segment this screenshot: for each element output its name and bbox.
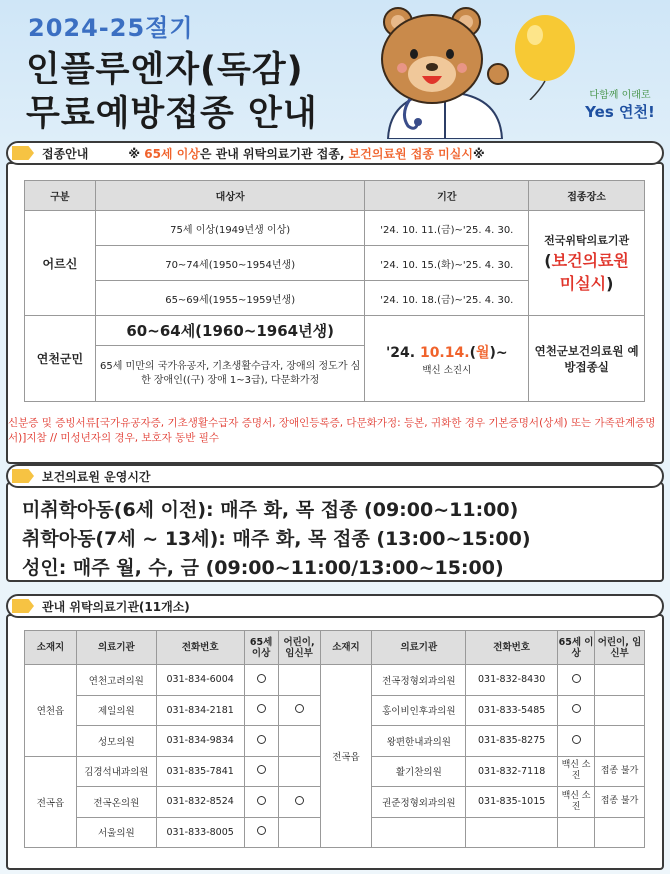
child-mark (595, 726, 645, 757)
senior-mark (244, 817, 278, 848)
senior-mark (244, 695, 278, 726)
target-cell: 65~69세(1955~1959년생) (95, 281, 365, 316)
circle-icon (257, 796, 266, 805)
circle-icon (572, 674, 581, 683)
page-title-line1: 인플루엔자(독감) (26, 50, 304, 90)
clinic-name: 연천고려의원 (76, 665, 156, 696)
child-mark (278, 787, 320, 818)
clinic-name: 성모의원 (76, 726, 156, 757)
clinic-phone: 031-835-1015 (466, 787, 558, 818)
child-mark (278, 726, 320, 757)
clinic-name: 전곡온의원 (76, 787, 156, 818)
col-header-region: 소재지 (25, 631, 77, 665)
senior-mark (558, 726, 595, 757)
circle-icon (295, 704, 304, 713)
operating-hours (22, 496, 531, 583)
clinic-phone: 031-834-6004 (156, 665, 244, 696)
clinic-name: 권준정형외과의원 (372, 787, 466, 818)
season-label: 2024-25절기 (28, 14, 194, 42)
section-title: 접종안내 (42, 146, 89, 161)
circle-icon (572, 735, 581, 744)
clinic-phone: 031-834-2181 (156, 695, 244, 726)
col-header-child: 어린이, 임신부 (595, 631, 645, 665)
tag-icon (12, 146, 34, 160)
clinics-table (24, 630, 645, 848)
circle-icon (257, 826, 266, 835)
slogan-big: Yes 연천! (585, 103, 655, 121)
target-detail: 65세 미만의 국가유공자, 기초생활수급자, 장애의 정도가 심한 장애인((구) 장애 1~3급), 다문화가정 (95, 346, 365, 402)
place-elder: 전국위탁의료기관 (보건의료원 미실시) (529, 211, 645, 316)
hours-line: 성인: 매주 월, 수, 금 (09:00~11:00/13:00~15:00) (22, 557, 504, 579)
section-header-vaccination (6, 141, 664, 165)
col-header-senior: 65세 이상 (558, 631, 595, 665)
clinic-name: 제일의원 (76, 695, 156, 726)
clinic-name: 서울의원 (76, 817, 156, 848)
period-cell: '24. 10. 11.(금)~'25. 4. 30. (365, 211, 529, 246)
tag-icon (12, 469, 34, 483)
col-header-place: 접종장소 (529, 181, 645, 211)
hours-line: 취학아동(7세 ~ 13세): 매주 화, 목 접종 (13:00~15:00) (22, 528, 531, 550)
section-header-hours (6, 464, 664, 488)
col-header-category: 구분 (25, 181, 96, 211)
child-mark (595, 665, 645, 696)
clinic-phone: 031-832-8524 (156, 787, 244, 818)
senior-status: 백신 소진 (558, 756, 595, 787)
table-row (25, 211, 645, 246)
child-status: 접종 불가 (595, 756, 645, 787)
empty-cell (372, 817, 466, 848)
clinic-name: 홍이비인후과의원 (372, 695, 466, 726)
col-header-child: 어린이, 임신부 (278, 631, 320, 665)
circle-icon (572, 704, 581, 713)
clinic-phone: 031-835-7841 (156, 756, 244, 787)
clinic-phone: 031-835-8275 (466, 726, 558, 757)
place-residents: 연천군보건의료원 예방접종실 (529, 316, 645, 402)
page-title-line2: 무료예방접종 안내 (26, 94, 318, 134)
child-mark (278, 695, 320, 726)
col-header-period: 기간 (365, 181, 529, 211)
circle-icon (257, 704, 266, 713)
circle-icon (257, 765, 266, 774)
col-header-phone: 전화번호 (466, 631, 558, 665)
tag-icon (12, 599, 34, 613)
clinic-phone: 031-834-9834 (156, 726, 244, 757)
table-header-row (25, 631, 645, 665)
senior-mark (558, 695, 595, 726)
period-cell: '24. 10. 15.(화)~'25. 4. 30. (365, 246, 529, 281)
clinic-phone: 031-832-7118 (466, 756, 558, 787)
circle-icon (295, 796, 304, 805)
table-row (25, 316, 645, 346)
slogan-small: 다함께 이래로 (589, 90, 651, 101)
section-title: 관내 위탁의료기관(11개소) (42, 599, 190, 614)
header (0, 0, 670, 140)
col-header-target: 대상자 (95, 181, 365, 211)
senior-status: 백신 소진 (558, 787, 595, 818)
circle-icon (257, 674, 266, 683)
region-cell: 연천읍 (25, 665, 77, 757)
col-header-clinic: 의료기관 (372, 631, 466, 665)
table-header-row (25, 181, 645, 211)
region-cell: 전곡읍 (320, 665, 372, 848)
child-mark (278, 817, 320, 848)
circle-icon (257, 735, 266, 744)
col-header-phone: 전화번호 (156, 631, 244, 665)
bear-doctor-mascot-icon (370, 4, 520, 139)
target-cell: 70~74세(1950~1954년생) (95, 246, 365, 281)
eligibility-table (24, 180, 645, 402)
empty-cell (558, 817, 595, 848)
clinic-name: 왕편한내과의원 (372, 726, 466, 757)
child-status: 접종 불가 (595, 787, 645, 818)
child-mark (278, 665, 320, 696)
senior-mark (244, 665, 278, 696)
period-cell: '24. 10. 18.(금)~'25. 4. 30. (365, 281, 529, 316)
period-residents: '24. 10.14.(월)~ 백신 소진시 (365, 316, 529, 402)
clinic-name: 활기찬의원 (372, 756, 466, 787)
col-header-region: 소재지 (320, 631, 372, 665)
senior-mark (244, 756, 278, 787)
section-header-clinics (6, 594, 664, 618)
hours-line: 미취학아동(6세 이전): 매주 화, 목 접종 (09:00~11:00) (22, 499, 519, 521)
empty-cell (595, 817, 645, 848)
clinic-phone: 031-833-5485 (466, 695, 558, 726)
region-cell: 전곡읍 (25, 756, 77, 848)
target-cell: 75세 이상(1949년생 이상) (95, 211, 365, 246)
senior-mark (244, 787, 278, 818)
document-notice: 신분증 및 증빙서류[국가유공자증, 기초생활수급자 증명서, 장애인등록증, 다문화가정: 등본, 귀화한 경우 기본증명서(상세) 또는 가족관계증명서)]지참 // 미성년자의 경우, 보호자 동반 필수 (8, 417, 656, 444)
group-residents: 연천군민 (25, 316, 96, 402)
target-big: 60~64세(1960~1964년생) (95, 316, 365, 346)
clinic-name: 전곡정형외과의원 (372, 665, 466, 696)
col-header-senior: 65세 이상 (244, 631, 278, 665)
clinic-name: 김경석내과의원 (76, 756, 156, 787)
group-elder: 어르신 (25, 211, 96, 316)
slogan-logo (580, 86, 660, 122)
senior-mark (244, 726, 278, 757)
child-mark (278, 756, 320, 787)
empty-cell (466, 817, 558, 848)
child-mark (595, 695, 645, 726)
section-title: 보건의료원 운영시간 (42, 469, 151, 484)
senior-mark (558, 665, 595, 696)
clinic-phone: 031-832-8430 (466, 665, 558, 696)
col-header-clinic: 의료기관 (76, 631, 156, 665)
table-row (25, 665, 645, 696)
section-note: ※ 65세 이상은 관내 위탁의료기관 접종, 보건의료원 접종 미실시※ (128, 146, 485, 161)
clinic-phone: 031-833-8005 (156, 817, 244, 848)
